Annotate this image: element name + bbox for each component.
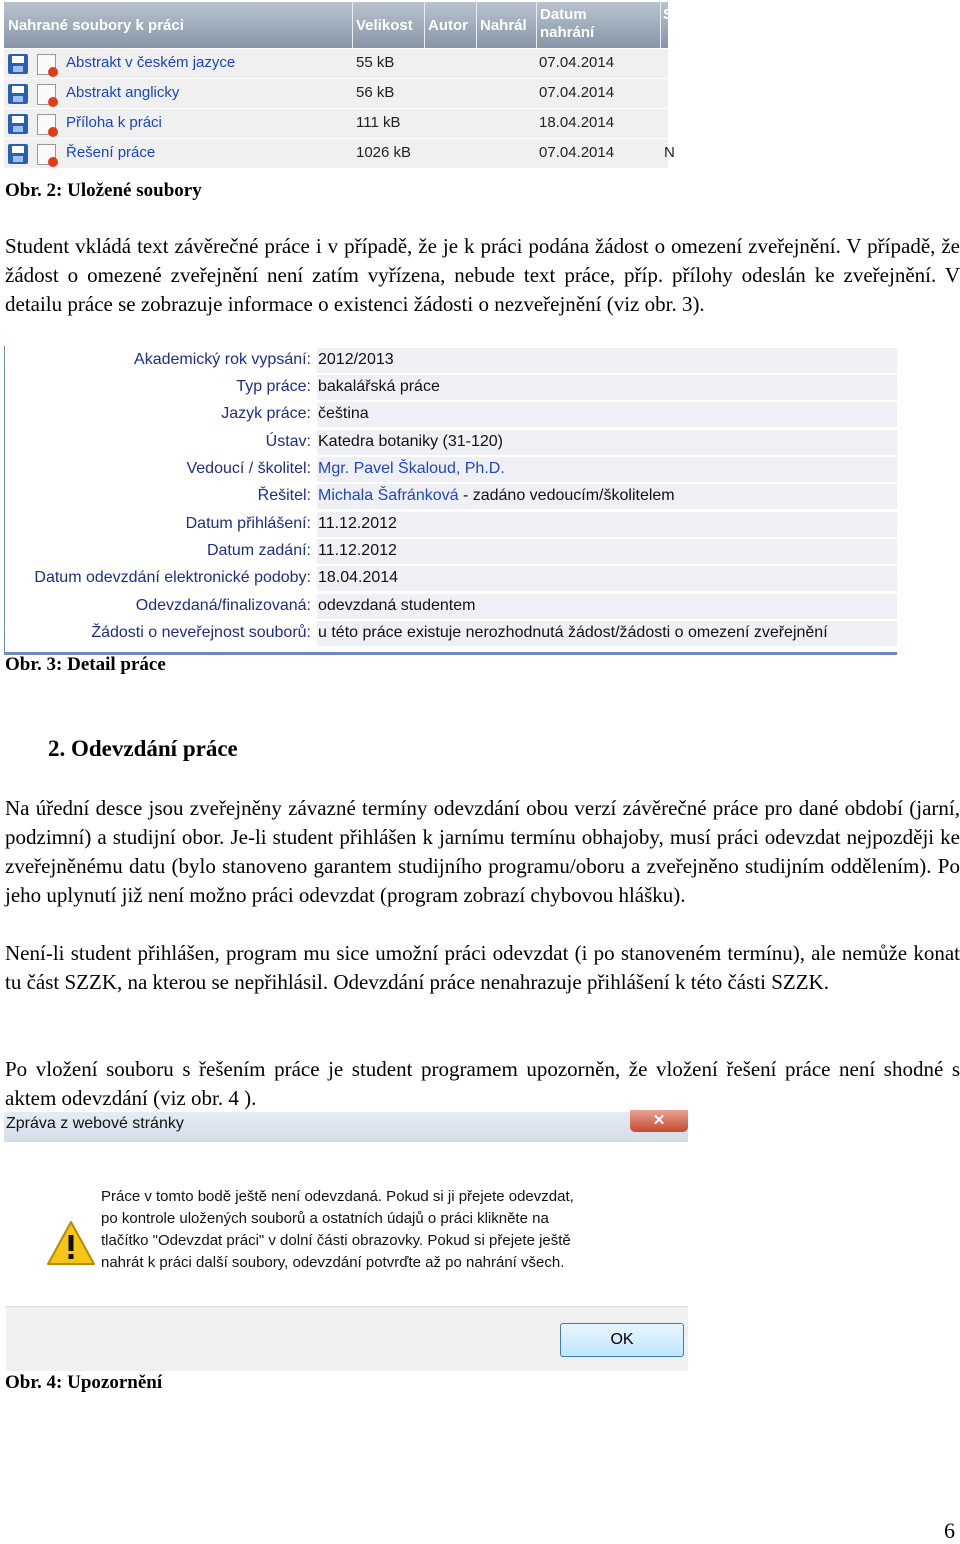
detail-row [5, 430, 897, 457]
header-size[interactable]: Velikost [356, 17, 413, 34]
file-size: 111 kB [356, 114, 401, 131]
dialog-title: Zpráva z webové stránky [6, 1115, 184, 1132]
ok-button[interactable]: OK [560, 1323, 684, 1357]
detail-value: 2012/2013 [317, 348, 897, 373]
detail-value: bakalářská práce [317, 375, 897, 400]
detail-value: čeština [317, 402, 897, 427]
dialog-footer [6, 1306, 688, 1371]
table-header [4, 2, 674, 48]
close-button[interactable]: ✕ [630, 1110, 688, 1132]
table-row [4, 138, 675, 168]
file-size: 55 kB [356, 54, 395, 71]
file-extra: N [664, 144, 675, 161]
detail-row [5, 375, 897, 402]
message-line: po kontrole uložených souborů a ostatních údajů o práci klikněte na [101, 1210, 549, 1227]
detail-value: u této práce existuje nerozhodnutá žádost/žádosti o omezení zveřejnění [317, 621, 897, 646]
figure-caption: Obr. 3: Detail práce [5, 654, 166, 675]
detail-row [5, 402, 897, 429]
paragraph: Není-li student přihlášen, program mu sice umožní práci odevzdat (i po stanoveném termínu), ale nemůže konat tu část SZZK, na kterou se nepřihlásil. Odevzdání práce nenahrazuje přihlášení k této části SZZK. [5, 941, 960, 994]
assignment-note: - zadáno vedoucím/školitelem [458, 487, 675, 504]
warning-icon [46, 1220, 96, 1266]
detail-label: Datum přihlášení: [185, 515, 311, 532]
detail-row [5, 594, 897, 621]
detail-value: Katedra botaniky (31-120) [317, 430, 897, 455]
detail-row [5, 457, 897, 484]
detail-label: Datum odevzdání elektronické podoby: [34, 569, 311, 586]
header-uploaded-by[interactable]: Nahrál [480, 17, 527, 34]
uploaded-files-table [4, 2, 675, 168]
section-heading: 2. Odevzdání práce [48, 736, 238, 761]
file-link[interactable]: Abstrakt anglicky [66, 84, 180, 101]
detail-value: 11.12.2012 [317, 539, 897, 564]
message-line: tlačítko "Odevzdat práci" v dolní části obrazovky. Pokud si přejete ještě [101, 1232, 571, 1249]
detail-row [5, 621, 897, 648]
header-upload-date[interactable]: Datum nahrání [540, 6, 595, 41]
detail-label: Typ práce: [236, 378, 311, 395]
detail-label: Žádosti o neveřejnost souborů: [91, 624, 311, 641]
detail-value: 18.04.2014 [317, 566, 897, 591]
paragraph: Na úřední desce jsou zveřejněny závazné termíny odevzdání obou verzí závěrečné práce pro dané období (jarní, podzimní) a studijní obor. Je-li student přihlášen k jarnímu termínu obhajoby, musí práci odevzdat nejpozději ke zveřejněnému datu (bylo stanoveno garantem studijního programu/oboru a zveřejněno studijním oddělením). Po jeho uplynutí již není možno práci odevzdat (program zobrazí chybovou hlášku). [5, 796, 960, 907]
thesis-detail-panel [4, 346, 897, 655]
file-size: 1026 kB [356, 144, 412, 161]
dialog-titlebar[interactable] [4, 1112, 688, 1142]
detail-row [5, 539, 897, 566]
file-link[interactable]: Řešení práce [66, 144, 156, 161]
file-size: 56 kB [356, 84, 395, 101]
detail-label: Vedoucí / školitel: [186, 460, 311, 477]
file-date: 07.04.2014 [539, 144, 615, 161]
detail-row [5, 348, 897, 375]
supervisor-link[interactable]: Mgr. Pavel Škaloud, Ph.D. [318, 460, 505, 477]
header-s[interactable]: S [663, 6, 674, 23]
alert-dialog [4, 1112, 688, 1370]
table-row [4, 48, 668, 78]
save-icon[interactable] [8, 114, 28, 134]
header-files: Nahrané soubory k práci [8, 17, 184, 34]
detail-value: 11.12.2012 [317, 512, 897, 537]
detail-row [5, 566, 897, 593]
save-icon[interactable] [8, 144, 28, 164]
detail-label: Datum zadání: [206, 542, 311, 559]
detail-label: Řešitel: [257, 487, 311, 504]
dialog-body [6, 1146, 688, 1306]
student-link[interactable]: Michala Šafránková [318, 487, 459, 504]
detail-label: Jazyk práce: [221, 405, 311, 422]
detail-value: odevzdaná studentem [317, 594, 897, 619]
save-icon[interactable] [8, 54, 28, 74]
paragraph: Student vkládá text závěrečné práce i v případě, že je k práci podána žádost o omezení zveřejnění. V případě, že žádost o omezené zveřejnění není zatím vyřízena, nebude text práce, příp. přílohy odeslán ke zveřejnění. V detailu práce se zobrazuje informace o existenci žádosti o nezveřejnění (viz obr. 3). [5, 234, 960, 316]
paragraph: Po vložení souboru s řešením práce je student programem upozorněn, že vložení řešení práce není shodné s aktem odevzdání (viz obr. 4 ). [5, 1057, 960, 1110]
page-number: 6 [944, 1518, 955, 1543]
detail-row [5, 512, 897, 539]
detail-label: Ústav: [265, 433, 311, 450]
file-date: 07.04.2014 [539, 84, 615, 101]
message-line: Práce v tomto bodě ještě není odevzdaná. Pokud si ji přejete odevzdat, [101, 1188, 574, 1205]
detail-value [317, 457, 897, 482]
detail-row [5, 484, 897, 511]
figure-caption: Obr. 2: Uložené soubory [5, 180, 202, 201]
detail-label: Akademický rok vypsání: [134, 351, 311, 368]
table-row [4, 108, 668, 138]
header-author[interactable]: Autor [428, 17, 468, 34]
delete-file-icon[interactable] [37, 84, 56, 105]
message-line: nahrát k práci další soubory, odevzdání potvrďte až po nahrání všech. [101, 1254, 565, 1271]
table-row [4, 78, 668, 108]
delete-file-icon[interactable] [37, 54, 56, 75]
figure-caption: Obr. 4: Upozornění [5, 1372, 163, 1393]
file-date: 07.04.2014 [539, 54, 615, 71]
file-date: 18.04.2014 [539, 114, 615, 131]
file-link[interactable]: Příloha k práci [66, 114, 162, 131]
dialog-message [101, 1186, 661, 1274]
save-icon[interactable] [8, 84, 28, 104]
detail-label: Odevzdaná/finalizovaná: [135, 597, 311, 614]
detail-value [317, 484, 897, 509]
file-link[interactable]: Abstrakt v českém jazyce [66, 54, 236, 71]
delete-file-icon[interactable] [37, 114, 56, 135]
delete-file-icon[interactable] [37, 144, 56, 165]
